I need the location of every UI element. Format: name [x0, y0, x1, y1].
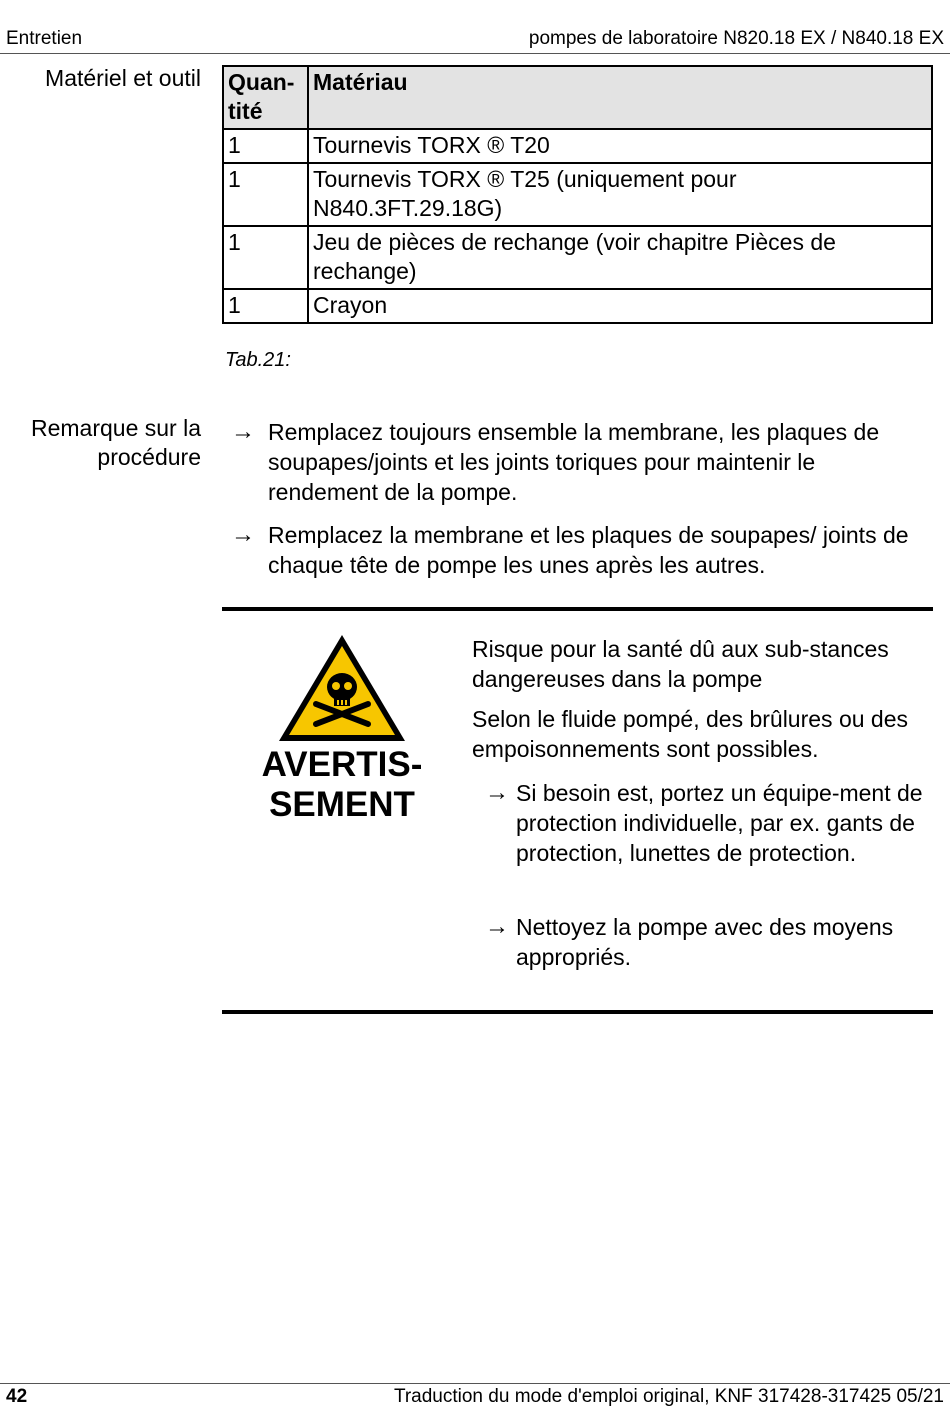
warning-top-rule: [222, 607, 933, 611]
materials-table: [222, 65, 933, 324]
warning-action: [485, 778, 930, 868]
table-row: [223, 226, 932, 289]
col-material-header: Matériau: [308, 66, 932, 129]
page-number: 42: [6, 1386, 28, 1407]
qty-cell: 1: [223, 289, 308, 323]
qty-cell: 1: [223, 226, 308, 289]
table-row: [223, 289, 932, 323]
arrow-right-icon: →: [231, 418, 255, 445]
header-section: Entretien: [6, 28, 83, 49]
warning-action: [485, 912, 930, 972]
item-cell: Jeu de pièces de rechange (voir chapitre Pièces de rechange): [308, 226, 932, 289]
warning-action-text: Nettoyez la pompe avec des moyens appropriés.: [516, 914, 894, 970]
header-product: pompes de laboratoire N820.18 EX / N840.18 EX: [528, 28, 944, 49]
procedure-label: [31, 414, 201, 472]
warning-signal-word: [240, 745, 444, 825]
warning-body: Selon le fluide pompé, des brûlures ou des empoisonnements sont possibles.: [472, 706, 909, 762]
arrow-right-icon: →: [485, 779, 509, 806]
footer-text: Traduction du mode d'emploi original, KNF 317428-317425 05/21: [393, 1386, 944, 1407]
materials-label: Matériel et outil: [45, 65, 201, 91]
qty-cell: 1: [223, 163, 308, 226]
footer-divider: [0, 1383, 950, 1384]
table-row: [223, 163, 932, 226]
arrow-right-icon: →: [485, 913, 509, 940]
procedure-label-line1: Remarque sur la: [30, 415, 201, 441]
warning-action-text: Si besoin est, portez un équipe-ment de protection individuelle, par ex. gants de protection, lunettes de protection.: [516, 780, 923, 866]
procedure-item-text: Remplacez la membrane et les plaques de soupapes/ joints de chaque tête de pompe les unes après les autres.: [268, 522, 909, 578]
col-qty-line2: tité: [228, 98, 263, 124]
header-divider: [0, 53, 950, 54]
arrow-right-icon: →: [231, 521, 255, 548]
signal-word-line1: AVERTIS-: [261, 745, 423, 784]
item-cell: Tournevis TORX ® T20: [308, 129, 932, 163]
col-qty-line1: Quan-: [228, 69, 295, 95]
table-caption: Tab.21:: [225, 349, 291, 371]
procedure-label-line2: procédure: [97, 444, 201, 470]
qty-cell: 1: [223, 129, 308, 163]
toxic-skull-warning-icon: [276, 632, 408, 744]
warning-bottom-rule: [222, 1010, 933, 1014]
item-cell: Crayon: [308, 289, 932, 323]
warning-title: Risque pour la santé dû aux sub-stances dangereuses dans la pompe: [472, 636, 889, 692]
signal-word-line2: SEMENT: [269, 785, 415, 824]
table-header-row: [223, 66, 932, 129]
procedure-item: [231, 417, 931, 507]
table-row: [223, 129, 932, 163]
item-cell: Tournevis TORX ® T25 (uniquement pour N840.3FT.29.18G): [308, 163, 932, 226]
col-qty-header: [223, 66, 308, 129]
procedure-item: [231, 520, 931, 580]
procedure-item-text: Remplacez toujours ensemble la membrane, les plaques de soupapes/joints et les joints toriques pour maintenir le rendement de la pompe.: [268, 419, 880, 505]
